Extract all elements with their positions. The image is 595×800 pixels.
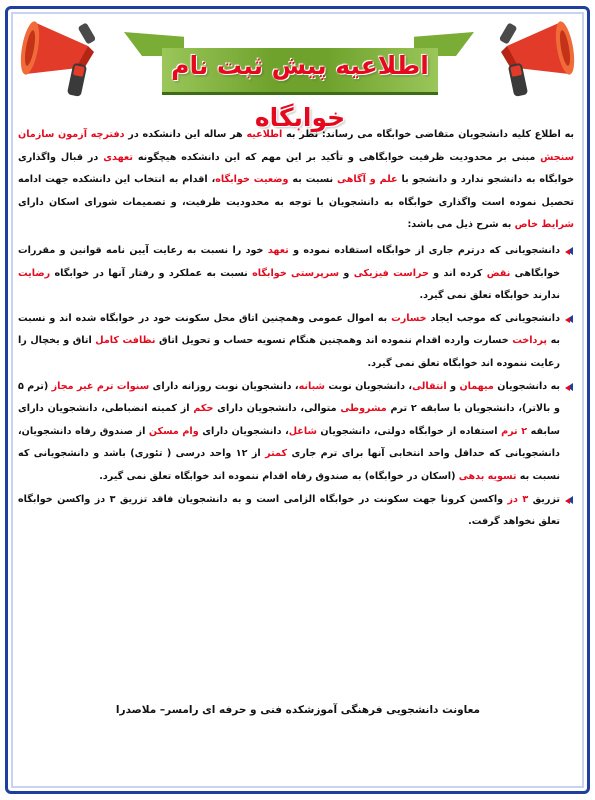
list-item — [18, 376, 574, 489]
bullet-arrow-icon — [564, 314, 574, 324]
header — [14, 12, 581, 132]
body-text: (اسکان در خوابگاه) به صندوق رفاه اقدام ننموده اند خوابگاه تعلق نمی گیرد. — [99, 470, 459, 482]
highlighted-text: ۲ ترم — [501, 425, 528, 437]
highlighted-text: ۳ دز — [507, 493, 529, 505]
body-text: هر ساله این دانشکده در — [124, 129, 247, 140]
body-text: خسارت وارده اقدام ننموده اند وهمچنین هنگام تسویه حساب و تحویل اتاق — [155, 335, 513, 347]
body-text: نسبت به — [288, 174, 338, 186]
highlighted-text: خسارت — [391, 312, 427, 324]
highlighted-text: شرایط خاص — [514, 219, 574, 231]
highlighted-text: اطلاعیه — [246, 129, 283, 140]
highlighted-text: سرپرستی خوابگاه — [252, 267, 340, 279]
body-text: دانشجویانی که درترم جاری از خوابگاه استفاده نموده و — [288, 244, 560, 256]
list-item — [18, 240, 574, 308]
body-text: به اطلاع کلیه دانشجویان متقاضی خوابگاه می رساند: نظر به — [282, 129, 575, 140]
body-text: ندارند خوابگاه تعلق نمی گیرد. — [419, 290, 560, 302]
megaphone-icon — [489, 16, 581, 104]
body-text: نسبت به عملکرد و رفتار آنها در خوابگاه — [50, 267, 253, 279]
highlighted-text: تعهدی — [103, 151, 133, 163]
highlighted-text: پرداخت — [512, 335, 548, 347]
body-text: کرده اند و — [428, 267, 487, 279]
highlighted-text: حکم — [193, 403, 214, 415]
body-text: و — [339, 267, 354, 279]
announcement-body — [18, 124, 574, 534]
megaphone-icon — [14, 16, 106, 104]
highlighted-text: کمتر — [265, 448, 288, 460]
body-text: اتاق و یخچال را رعایت ننموده اند خوابگاه تعلق نمی گیرد. — [18, 335, 560, 369]
body-text: خود را نسبت به رعایت آیین نامه قوانین و مقررات خوابگاهی — [18, 244, 560, 279]
highlighted-text: مشروطی — [340, 403, 387, 415]
body-text: استفاده از خوابگاه دولتی، دانشجویان — [316, 425, 502, 437]
page-title: اطلاعیه پیش ثبت نام خوابگاه — [171, 51, 429, 132]
body-text: به دانشجویان — [493, 380, 560, 392]
body-text: تزریق — [528, 493, 561, 505]
body-text: دانشجویانی که موجب ایجاد — [426, 312, 560, 324]
body-text: مبنی بر محدودیت ظرفیت خوابگاهی و تأکید بر این مهم که این دانشکده هیچگونه — [132, 151, 541, 163]
bullet-arrow-icon — [564, 495, 574, 505]
bullet-arrow-icon — [564, 382, 574, 392]
conditions-list — [18, 240, 574, 534]
highlighted-text: دفترچه آزمون سازمان سنجش — [18, 129, 574, 163]
highlighted-text: شاغل — [288, 425, 317, 437]
body-text: ، دانشجویان نوبت روزانه دارای — [149, 380, 299, 392]
body-text: از کمیته انضباطی، دانشجویان دارای سابقه — [18, 403, 560, 437]
body-text: (ترم ۵ و بالاتر)، دانشجویان با سابقه ۲ ترم — [18, 380, 561, 415]
highlighted-text: علم و آگاهی — [337, 174, 398, 186]
list-item — [18, 308, 574, 376]
highlighted-text: سنوات ترم غیر مجاز — [51, 380, 150, 392]
bullet-arrow-icon — [564, 246, 574, 256]
highlighted-text: تعهد — [267, 244, 289, 256]
highlighted-text: وام مسکن — [148, 425, 199, 437]
body-text: متوالی، دانشجویان دارای — [213, 403, 341, 415]
highlighted-text: نقض — [486, 267, 511, 279]
list-item — [18, 489, 574, 534]
highlighted-text: رضایت — [18, 267, 51, 279]
highlighted-text: شبانه — [298, 380, 325, 392]
body-text: در قبال واگذاری خوابگاه به دانشجو ندارد و دانشجو با — [18, 151, 574, 186]
signature: معاونت دانشجویی فرهنگی آموزشکده فنی و حرفه ای رامسر– ملاصدرا — [115, 704, 481, 716]
highlighted-text: تسویه بدهی — [458, 470, 517, 482]
highlighted-text: وضعیت خوابگاه — [215, 174, 289, 186]
body-text: از صندوق رفاه دانشجویان، دانشجویانی که حداقل واحد انتخابی آنها برای ترم جاری — [18, 425, 560, 460]
body-text: واکسن کرونا جهت سکونت در خوابگاه الزامی است و به دانشجویان فاقد تزریق ۳ دز واکسن خوابگاه تعلق نخواهد گرفت. — [18, 493, 560, 528]
body-text: ، دانشجویان نوبت — [324, 380, 413, 392]
body-text: ، اقدام به انتخاب این دانشکده جهت ادامه تحصیل نموده است واگذاری خوابگاه به دانشجویان با توجه به محدودیت ظرفیت، و تصمیمات شورای اسکان دارای — [18, 174, 574, 208]
intro-paragraph — [18, 124, 574, 237]
body-text: و — [446, 380, 460, 392]
highlighted-text: حراست فیزیکی — [353, 267, 429, 279]
highlighted-text: انتقالی — [412, 380, 447, 392]
highlighted-text: میهمان — [459, 380, 494, 392]
body-text: به اموال عمومی وهمچنین اتاق محل سکونت خود در خوابگاه شده اند و نسبت به — [18, 312, 560, 347]
highlighted-text: نظافت کامل — [95, 335, 156, 347]
body-text: به شرح ذیل می باشد: — [407, 219, 515, 231]
body-text: ، دانشجویان دارای — [198, 425, 289, 437]
body-text: از ۱۲ واحد درسی ( تئوری) باشد و دانشجویانی که نسبت به — [18, 448, 560, 482]
